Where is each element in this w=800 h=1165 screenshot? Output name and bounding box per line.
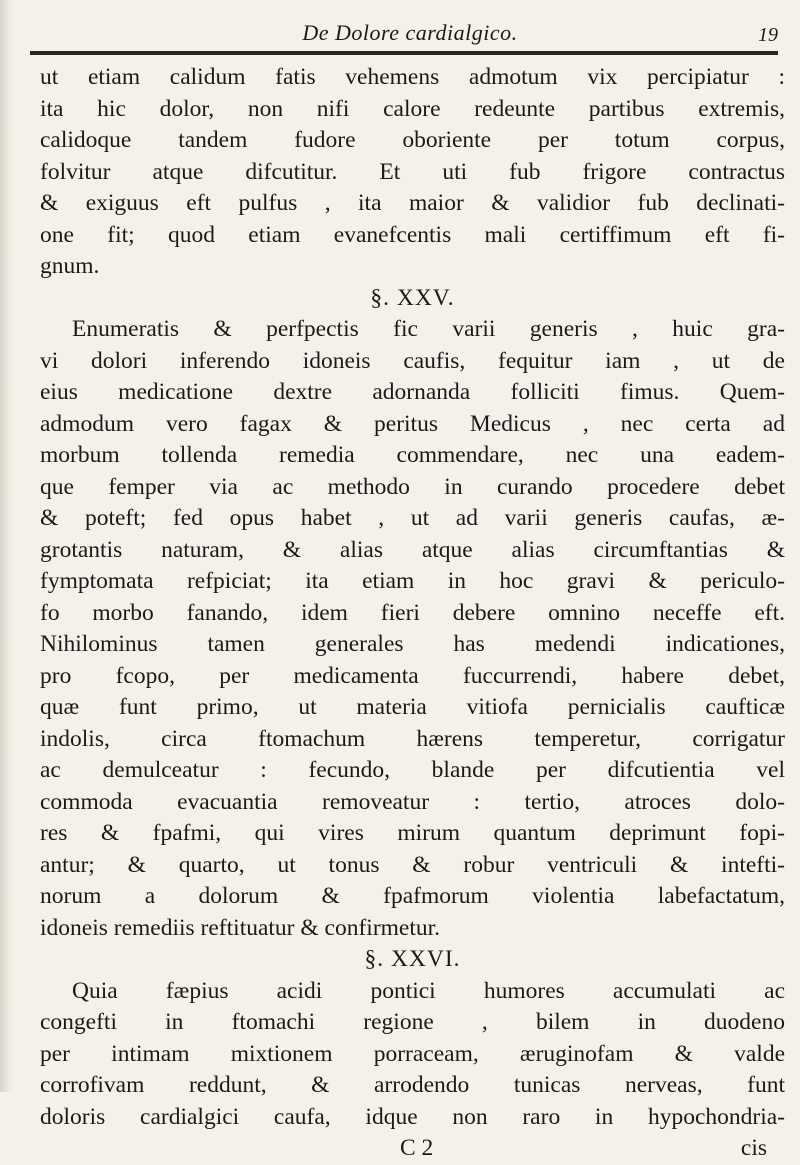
header-rule bbox=[30, 51, 778, 55]
page-gutter-shadow bbox=[0, 0, 14, 1092]
text-line: grotantis naturam, & alias atque alias circumftantias & bbox=[40, 536, 785, 563]
text-line: quæ funt primo, ut materia vitiofa pernicialis caufticæ bbox=[40, 694, 785, 720]
text-line: gnum. bbox=[40, 253, 100, 279]
text-line: ac demulceatur : fecundo, blande per difcutientia vel bbox=[40, 757, 785, 783]
text-line: congefti in ftomachi regione , bilem in duodeno bbox=[40, 1009, 785, 1035]
text-line: calidoque tandem fudore oboriente per totum corpus, bbox=[40, 127, 785, 153]
text-line: & poteft; fed opus habet , ut ad varii generis caufas, æ- bbox=[40, 505, 785, 531]
text-line: commoda evacuantia removeatur : tertio, atroces dolo- bbox=[40, 788, 785, 815]
text-line: fo morbo fanando, idem fieri debere omnino neceffe eft. bbox=[40, 599, 785, 626]
text-line: antur; & quarto, ut tonus & robur ventriculi & intefti- bbox=[40, 851, 785, 878]
text-line: & exiguus eft pulfus , ita maior & validior fub declinati- bbox=[40, 190, 785, 216]
text-line: res & fpafmi, qui vires mirum quantum deprimunt fopi- bbox=[40, 820, 785, 846]
text-line: eius medicatione dextre adornanda folliciti fimus. Quem- bbox=[40, 379, 785, 405]
text-line: morbum tollenda remedia commendare, nec una eadem- bbox=[40, 442, 785, 468]
text-line: vi dolori inferendo idoneis caufis, fequitur iam , ut de bbox=[40, 347, 785, 374]
text-line: norum a dolorum & fpafmorum violentia labefactatum, bbox=[40, 883, 785, 909]
signature-mark: C 2 bbox=[400, 1135, 434, 1161]
running-head bbox=[0, 20, 800, 56]
page-footer bbox=[40, 1133, 785, 1165]
text-line: one fit; quod etiam evanefcentis mali certiffimum eft fi- bbox=[40, 221, 785, 248]
text-line: corrofivam reddunt, & arrodendo tunicas nerveas, funt bbox=[40, 1072, 785, 1098]
text-line: doloris cardialgici caufa, idque non raro in hypochondria- bbox=[40, 1103, 785, 1130]
text-line: indolis, circa ftomachum hærens temperetur, corrigatur bbox=[40, 725, 785, 752]
text-line: Quia fæpius acidi pontici humores accumulati ac bbox=[72, 977, 785, 1004]
section-heading-26: §. XXVI. bbox=[364, 946, 461, 972]
text-line: pro fcopo, per medicamenta fuccurrendi, habere debet, bbox=[40, 662, 785, 689]
text-line: per intimam mixtionem porraceam, æruginofam & valde bbox=[40, 1040, 785, 1067]
text-line: Enumeratis & perfpectis fic varii generis , huic gra- bbox=[72, 316, 785, 342]
text-line: Nihilominus tamen generales has medendi indicationes, bbox=[40, 631, 785, 657]
text-line: admodum vero fagax & peritus Medicus , nec certa ad bbox=[40, 410, 785, 437]
section-heading-25: §. XXV. bbox=[370, 284, 455, 311]
page-number: 19 bbox=[758, 24, 778, 46]
catchword: cis bbox=[740, 1135, 767, 1161]
body-text bbox=[40, 62, 785, 1165]
text-line: ut etiam calidum fatis vehemens admotum vix percipiatur : bbox=[40, 64, 785, 90]
text-line: que femper via ac methodo in curando procedere debet bbox=[40, 473, 785, 500]
text-line: idoneis remediis reftituatur & confirmetur. bbox=[40, 914, 441, 941]
text-line: fymptomata refpiciat; ita etiam in hoc gravi & periculo- bbox=[40, 568, 785, 594]
running-title: De Dolore cardialgico. bbox=[302, 20, 518, 45]
text-line: ita hic dolor, non nifi calore redeunte partibus extremis, bbox=[40, 95, 785, 122]
text-line: folvitur atque difcutitur. Et uti fub frigore contractus bbox=[40, 158, 785, 185]
